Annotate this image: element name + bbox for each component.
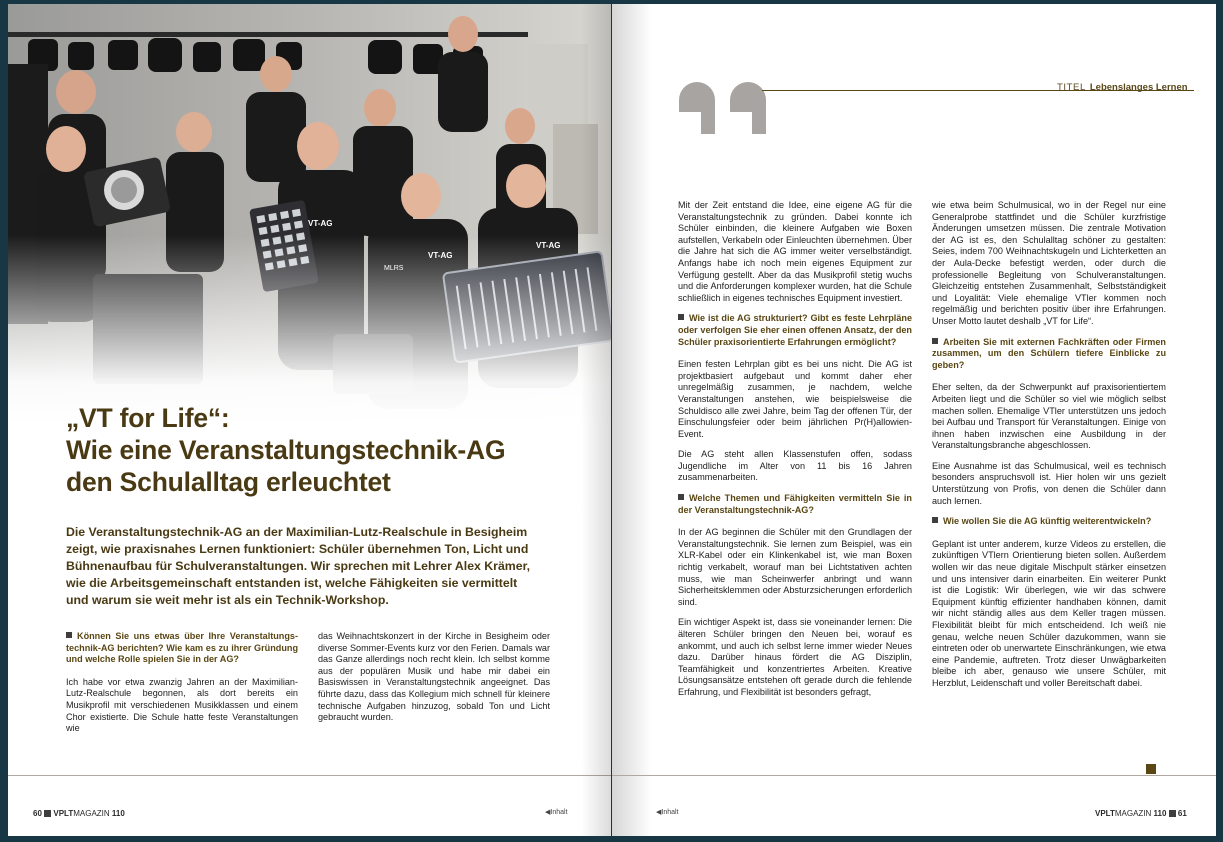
answer-2b: Die AG steht allen Klassenstufen offen, sodass Jugendliche im Alter von 11 bis 16 Jahren zusammenarbeiten. <box>678 449 912 483</box>
quote-mark-icon <box>679 82 715 134</box>
question-3: Welche Themen und Fähigkeiten vermitteln Sie in der Veranstaltungstechnik-AG? <box>678 493 912 515</box>
folio-square-icon <box>44 810 51 817</box>
left-column-1 <box>66 631 298 744</box>
section-header <box>1057 82 1188 93</box>
answer-3a: In der AG beginnen die Schüler mit den Grundlagen der Veranstaltungstechnik. Sie lernen zum Beispiel, was ein XLR-Kabel oder ein Klinkenkabel ist, wie man Boxen richtig verkabelt, worauf man bei Lichtstativen achten muss, wie man Scheinwerfer anbringt und wann Sicherheitsklemmen oder Absturzsicherungen erforderlich sind. <box>678 527 912 607</box>
headline-line-3: den Schulalltag erleuchtet <box>66 467 391 497</box>
answer-1-continued: das Weihnachtskonzert in der Kirche in Besigheim oder diverse Sommer-Events kurz vor den Ferien. Damals war das Ganze allerdings noch recht klein. Ich selbst komme aus der populären Musik und habe mir dabei ein Basiswissen in Veranstaltungstechnik angeeignet. Das führte dazu, dass das Kollegium mich schnell für kleinere technische Aufgaben hinzuzog, sobald Ton und Licht gebraucht wurden. <box>318 631 550 723</box>
answer-3c: wie etwa beim Schulmusical, wo in der Regel nur eine Generalprobe stattfindet und die Schüler kurzfristige Änderungen umsetzen müssen. Die zentrale Motivation der AG ist es, den Schulalltag schöner zu gestalten: Seies, indem 700 Weihnachtskugeln und Lichterketten an der Aula-Decke befestigt werden, oder durch die professionelle Begleitung von Schulveranstaltungen. Gleichzeitig entstehen Zusammenhalt, Selbstständigkeit und Loyalität: Viele ehemalige VTler kommen noch regelmäßig und berichten positiv über ihre Erfahrungen. Unser Motto lautet deshalb „VT for Life“. <box>932 200 1166 326</box>
question-1: Können Sie uns etwas über Ihre Veranstaltungstechnik-AG berichten? Wie kam es zu ihrer Gründung und welche Rolle spielen Sie in der AG? <box>66 631 298 665</box>
question-4: Arbeiten Sie mit externen Fachkräften oder Firmen zusammen, um den Schülern tiefere Einblicke zu geben? <box>932 336 1166 370</box>
bullet-square-icon <box>66 632 72 638</box>
right-page <box>612 4 1216 836</box>
quote-mark-icon <box>730 82 766 134</box>
paragraph: Mit der Zeit entstand die Idee, eine eigene AG für die Veranstaltungstechnik zu gründen. Dabei konnte ich Schüler einbinden, die kleinere Aufgaben wie Boxen aufstellen, Verkabeln oder Einleuchten übernehmen. Über die Jahre hat sich die AG immer weiter verselbständigt. Anfangs habe ich noch mein eigenes Equipment zur Verfügung gestellt. Aber da das Musikprofil stetig wuchs und die Anforderungen komplexer wurden, hat die Schule schließlich in eigenes technisches Equipment investiert. <box>678 200 912 303</box>
footer-rule <box>612 775 1216 776</box>
left-column-2 <box>318 631 550 733</box>
section-kicker: TITEL <box>1057 82 1086 93</box>
headline-line-1: „VT for Life“: <box>66 403 230 433</box>
group-photo <box>8 4 611 424</box>
lead-paragraph: Die Veranstaltungstechnik-AG an der Maximilian-Lutz-Realschule in Besigheim zeigt, wie praxisnahes Lernen funktioniert: Schüler übernehmen Ton, Licht und Bühnenaufbau für Schulveranstaltungen. Wir sprechen mit Lehrer Alex Krämer, wie die Arbeitsgemeinschaft entstanden ist, welche Fähigkeiten sie vermittelt und warum sie weit mehr ist als ein Technik-Workshop. <box>66 525 531 607</box>
bullet-square-icon <box>932 338 938 344</box>
photo-illustration <box>8 4 611 424</box>
right-column-2 <box>932 200 1166 699</box>
right-column-1 <box>678 200 912 708</box>
question-2: Wie ist die AG strukturiert? Gibt es feste Lehrpläne oder verfolgen Sie eher einen offenen Ansatz, der den Schüler praxisorientierte Erfahrungen ermöglicht? <box>678 313 912 347</box>
answer-4a: Eher selten, da der Schwerpunkt auf praxisorientiertem Arbeiten liegt und die Schüler so viel wie möglich selbst machen sollen. Ehemalige VTler unterstützen uns jedoch bei Aufbau und Transport für Veranstaltungen. Einige von ihnen haben inzwischen eine Ausbildung in der Veranstaltungsbranche abgeschlossen. <box>932 382 1166 451</box>
page-gutter-shadow <box>581 4 611 836</box>
headline-line-2: Wie eine Veranstaltungstechnik-AG <box>66 435 506 465</box>
inhalt-link-right[interactable]: ◀Inhalt <box>656 809 679 816</box>
question-5: Wie wollen Sie die AG künftig weiterentwickeln? <box>932 516 1166 528</box>
answer-5: Geplant ist unter anderem, kurze Videos zu erstellen, die zukünftigen VTlern Orientierung bieten sollen. Außerdem wollen wir das neue digitale Mischpult stärker einsetzen und uns intensiver darin einarbeiten. Ein weiterer Punkt ist die Logistik: Wir überlegen, wie wir das schwere Equipment künftig effizienter handhaben können, damit wir nicht ständig alles aus dem Keller tragen müssen. Flexibilität bleibt für mich entscheidend. Ich weiß nie genau, welche neuen Schüler dazukommen, wann sie eintreten oder ob unerwartete Einschränkungen, wie etwa eine Pandemie, auftreten. Trotz dieser Unwägbarkeiten bleibe ich aber, genauso wie unsere Schüler, mit Herzblut, Leidenschaft und voller Bereitschaft dabei. <box>932 538 1166 688</box>
answer-3b: Ein wichtiger Aspekt ist, dass sie voneinander lernen: Die älteren Schüler bringen den Neuen bei, worauf es ankommt, und auch ich selbst lerne immer wieder Neues dazu. Darüber hinaus fördert die AG Disziplin, Teamfähigkeit und konzentriertes Arbeiten. Kreative Lösungsansätze entstehen oft gerade durch die fehlende Erfahrung, und Flexibilität ist besonders gefragt, <box>678 617 912 697</box>
bullet-square-icon <box>678 494 684 500</box>
end-mark-icon <box>1146 764 1156 774</box>
answer-1: Ich habe vor etwa zwanzig Jahren an der Maximilian-Lutz-Realschule begonnen, als dort bereits ein Musikprofil mit verschiedenen Musikklassen und einem Chor existierte. Die Schule hatte feste Veranstaltungen wie <box>66 676 298 734</box>
footer-folio-right: VPLTMAGAZIN 110 61 <box>1095 809 1187 818</box>
left-page <box>8 4 611 836</box>
folio-square-icon <box>1169 810 1176 817</box>
page-gutter-shadow <box>612 4 652 836</box>
footer-rule <box>8 775 611 776</box>
answer-2a: Einen festen Lehrplan gibt es bei uns nicht. Die AG ist projektbasiert aufgebaut und kommt daher eher unregelmäßig zusammen, je nachdem, welche Veranstaltungen anstehen, wie beispielsweise die Schuldisco alle zwei Jahre, beim Tag der offenen Tür, der Einschulungsfeier oder beim jährlichen Pr(H)allowien-Event. <box>678 359 912 439</box>
answer-4b: Eine Ausnahme ist das Schulmusical, weil es technisch besonders anspruchsvoll ist. Hier holen wir uns gezielt Unterstützung von Profis, von denen die Schüler dann auch lernen. <box>932 460 1166 506</box>
bullet-square-icon <box>932 517 938 523</box>
headline <box>66 402 586 498</box>
section-title: Lebenslanges Lernen <box>1089 82 1188 93</box>
footer-folio-left: 60 VPLTMAGAZIN 110 <box>33 809 125 818</box>
inhalt-link-left[interactable]: ◀Inhalt <box>545 809 568 816</box>
bullet-square-icon <box>678 314 684 320</box>
